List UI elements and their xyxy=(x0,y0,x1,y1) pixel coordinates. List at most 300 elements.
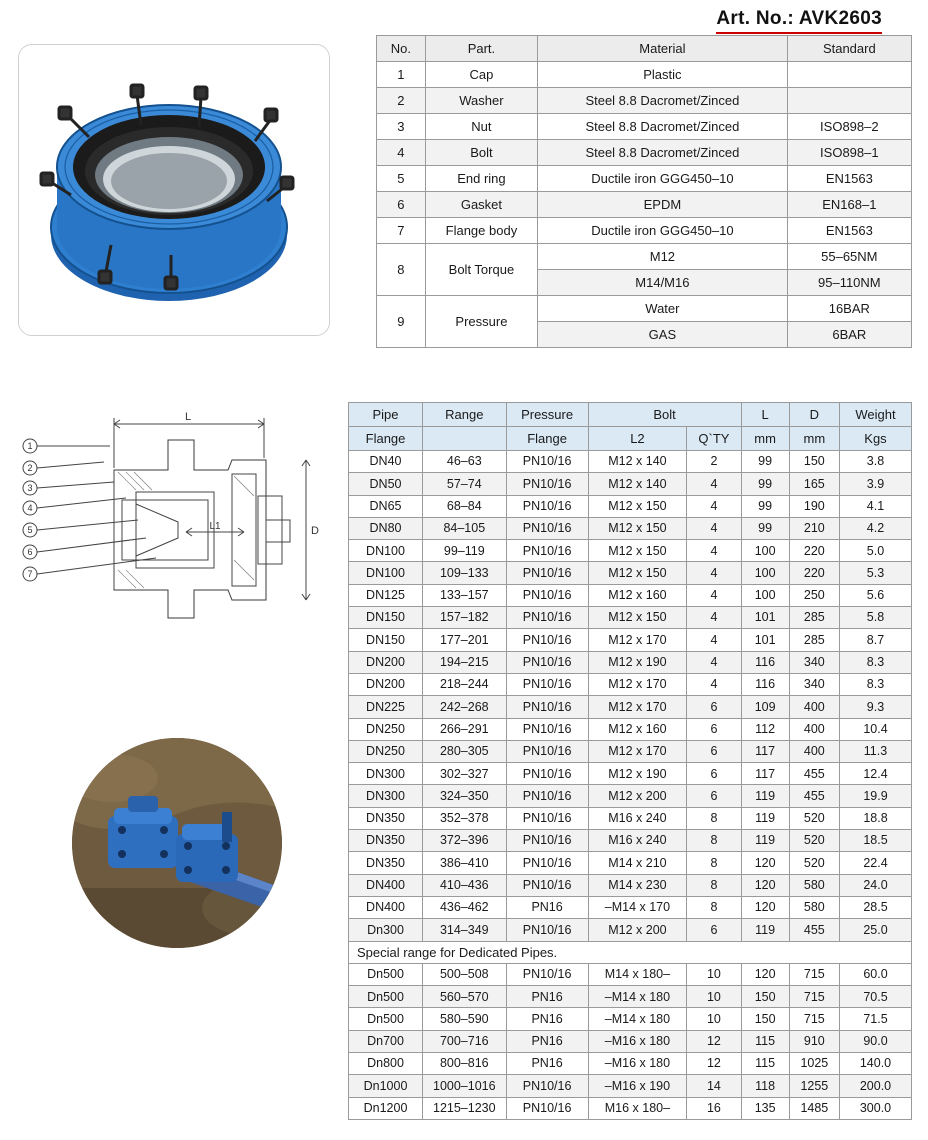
table-row xyxy=(377,218,912,244)
parts-part: Washer xyxy=(425,88,537,114)
dim-range: 324–350 xyxy=(423,785,507,807)
dim-l: 117 xyxy=(741,763,789,785)
table-row xyxy=(349,896,912,918)
dim-bolt-l2: M12 x 190 xyxy=(588,651,687,673)
table-row xyxy=(349,919,912,941)
dim-weight: 5.3 xyxy=(839,562,911,584)
dim-pressure: PN10/16 xyxy=(506,874,588,896)
special-range-label: Special range for Dedicated Pipes. xyxy=(349,941,912,963)
table-row xyxy=(349,986,912,1008)
dim-pressure: PN10/16 xyxy=(506,517,588,539)
dim-d: 715 xyxy=(789,963,839,985)
callout-6: 6 xyxy=(27,547,33,557)
table-row xyxy=(349,451,912,473)
dim-range: 500–508 xyxy=(423,963,507,985)
table-row xyxy=(377,62,912,88)
dim-weight: 22.4 xyxy=(839,852,911,874)
callout-1: 1 xyxy=(27,441,33,451)
dim-pipe: DN400 xyxy=(349,896,423,918)
dim-bolt-l2: M12 x 160 xyxy=(588,718,687,740)
parts-no: 8 xyxy=(377,244,426,296)
dim-l: 99 xyxy=(741,473,789,495)
dim-pressure: PN16 xyxy=(506,896,588,918)
dim-pipe: Dn700 xyxy=(349,1030,423,1052)
technical-drawing-image xyxy=(18,400,338,660)
dim-bolt-qty: 4 xyxy=(687,584,741,606)
dimension-table-subheader-row xyxy=(349,427,912,451)
dim-subcol-l2: L2 xyxy=(588,427,687,451)
dim-bolt-l2: M12 x 150 xyxy=(588,540,687,562)
dim-weight: 19.9 xyxy=(839,785,911,807)
dim-range: 46–63 xyxy=(423,451,507,473)
dim-d: 340 xyxy=(789,673,839,695)
parts-standard: EN1563 xyxy=(787,166,911,192)
dim-l: 150 xyxy=(741,986,789,1008)
table-row xyxy=(377,296,912,322)
table-row xyxy=(377,114,912,140)
dim-pipe: DN350 xyxy=(349,852,423,874)
dim-label-d: D xyxy=(311,525,319,537)
dim-range: 266–291 xyxy=(423,718,507,740)
dim-range: 99–119 xyxy=(423,540,507,562)
dim-d: 285 xyxy=(789,607,839,629)
dim-d: 400 xyxy=(789,718,839,740)
dim-range: 560–570 xyxy=(423,986,507,1008)
dim-pipe: DN250 xyxy=(349,740,423,762)
dim-bolt-qty: 6 xyxy=(687,696,741,718)
dim-range: 218–244 xyxy=(423,673,507,695)
parts-material: Water xyxy=(538,296,788,322)
table-row xyxy=(349,807,912,829)
dim-bolt-qty: 6 xyxy=(687,718,741,740)
parts-material: EPDM xyxy=(538,192,788,218)
parts-material: Ductile iron GGG450–10 xyxy=(538,166,788,192)
parts-no: 2 xyxy=(377,88,426,114)
dim-range: 177–201 xyxy=(423,629,507,651)
article-number xyxy=(716,8,882,30)
callout-4: 4 xyxy=(27,503,33,513)
dim-pipe: DN400 xyxy=(349,874,423,896)
table-row xyxy=(349,607,912,629)
dim-range: 109–133 xyxy=(423,562,507,584)
dim-bolt-qty: 12 xyxy=(687,1030,741,1052)
parts-part: Bolt Torque xyxy=(425,244,537,296)
dim-pressure: PN10/16 xyxy=(506,473,588,495)
dim-pipe: DN100 xyxy=(349,540,423,562)
dim-bolt-l2: M12 x 170 xyxy=(588,673,687,695)
dim-weight: 18.8 xyxy=(839,807,911,829)
dim-range: 700–716 xyxy=(423,1030,507,1052)
dim-l: 116 xyxy=(741,651,789,673)
dim-d: 455 xyxy=(789,919,839,941)
parts-part: Pressure xyxy=(425,296,537,348)
dim-bolt-l2: M12 x 140 xyxy=(588,451,687,473)
dim-pressure: PN10/16 xyxy=(506,629,588,651)
dim-weight: 8.3 xyxy=(839,651,911,673)
table-row xyxy=(349,1030,912,1052)
table-row xyxy=(349,696,912,718)
dim-range: 1215–1230 xyxy=(423,1097,507,1119)
callout-2: 2 xyxy=(27,463,33,473)
dim-d: 1485 xyxy=(789,1097,839,1119)
dim-bolt-qty: 4 xyxy=(687,517,741,539)
dim-l: 119 xyxy=(741,785,789,807)
technical-drawing xyxy=(18,400,338,660)
dim-pressure: PN16 xyxy=(506,1008,588,1030)
dim-range: 386–410 xyxy=(423,852,507,874)
parts-part: Cap xyxy=(425,62,537,88)
dim-pressure: PN10/16 xyxy=(506,740,588,762)
dim-pipe: DN200 xyxy=(349,651,423,673)
table-row xyxy=(349,651,912,673)
parts-standard: 6BAR xyxy=(787,322,911,348)
dim-bolt-qty: 8 xyxy=(687,896,741,918)
dim-pressure: PN10/16 xyxy=(506,1097,588,1119)
dimension-table-header-row xyxy=(349,403,912,427)
dim-weight: 8.7 xyxy=(839,629,911,651)
dim-pressure: PN10/16 xyxy=(506,1075,588,1097)
dim-weight: 18.5 xyxy=(839,830,911,852)
dim-bolt-qty: 4 xyxy=(687,607,741,629)
dim-pipe: DN80 xyxy=(349,517,423,539)
dim-weight: 90.0 xyxy=(839,1030,911,1052)
parts-material: Ductile iron GGG450–10 xyxy=(538,218,788,244)
dim-pressure: PN10/16 xyxy=(506,830,588,852)
table-row xyxy=(349,1053,912,1075)
dim-pipe: DN350 xyxy=(349,830,423,852)
table-row xyxy=(349,517,912,539)
dim-bolt-qty: 6 xyxy=(687,785,741,807)
dim-d: 1025 xyxy=(789,1053,839,1075)
parts-standard xyxy=(787,88,911,114)
table-row xyxy=(377,140,912,166)
dim-bolt-l2: M12 x 150 xyxy=(588,562,687,584)
callout-5: 5 xyxy=(27,525,33,535)
dim-l: 120 xyxy=(741,852,789,874)
dim-subcol-l-mm: mm xyxy=(741,427,789,451)
parts-material: M14/M16 xyxy=(538,270,788,296)
dim-l: 116 xyxy=(741,673,789,695)
dim-subcol-flange: Flange xyxy=(349,427,423,451)
parts-standard: ISO898–1 xyxy=(787,140,911,166)
dim-range: 800–816 xyxy=(423,1053,507,1075)
table-row xyxy=(349,830,912,852)
dim-pressure: PN16 xyxy=(506,986,588,1008)
dim-weight: 9.3 xyxy=(839,696,911,718)
table-row xyxy=(349,874,912,896)
dim-col-pipe: Pipe xyxy=(349,403,423,427)
parts-material: Plastic xyxy=(538,62,788,88)
dim-d: 220 xyxy=(789,540,839,562)
dim-bolt-l2: M12 x 150 xyxy=(588,517,687,539)
dim-l: 99 xyxy=(741,451,789,473)
table-row xyxy=(377,192,912,218)
dim-bolt-qty: 8 xyxy=(687,807,741,829)
dim-range: 157–182 xyxy=(423,607,507,629)
dim-bolt-l2: –M14 x 180 xyxy=(588,1008,687,1030)
dim-weight: 11.3 xyxy=(839,740,911,762)
dim-bolt-qty: 4 xyxy=(687,540,741,562)
parts-part: End ring xyxy=(425,166,537,192)
parts-col-no: No. xyxy=(377,36,426,62)
table-row xyxy=(377,166,912,192)
dim-bolt-qty: 2 xyxy=(687,451,741,473)
dim-range: 242–268 xyxy=(423,696,507,718)
dim-d: 715 xyxy=(789,1008,839,1030)
dim-weight: 5.6 xyxy=(839,584,911,606)
dim-col-weight: Weight xyxy=(839,403,911,427)
dim-pressure: PN10/16 xyxy=(506,584,588,606)
dim-d: 715 xyxy=(789,986,839,1008)
parts-no: 3 xyxy=(377,114,426,140)
parts-no: 7 xyxy=(377,218,426,244)
article-number-underline xyxy=(716,32,882,34)
dim-pressure: PN10/16 xyxy=(506,651,588,673)
parts-no: 9 xyxy=(377,296,426,348)
dimension-table-section-row xyxy=(349,941,912,963)
table-row xyxy=(377,88,912,114)
parts-col-part: Part. xyxy=(425,36,537,62)
dim-range: 194–215 xyxy=(423,651,507,673)
dim-pipe: DN250 xyxy=(349,718,423,740)
dim-bolt-l2: M12 x 170 xyxy=(588,740,687,762)
dim-bolt-l2: M12 x 150 xyxy=(588,495,687,517)
dim-bolt-l2: M16 x 180– xyxy=(588,1097,687,1119)
dimension-table xyxy=(348,402,912,1120)
dim-d: 285 xyxy=(789,629,839,651)
dim-bolt-qty: 10 xyxy=(687,986,741,1008)
product-photo-image xyxy=(19,45,329,335)
dim-pressure: PN10/16 xyxy=(506,785,588,807)
dim-d: 400 xyxy=(789,696,839,718)
dim-pipe: Dn300 xyxy=(349,919,423,941)
dim-weight: 4.2 xyxy=(839,517,911,539)
dim-pipe: Dn500 xyxy=(349,1008,423,1030)
dim-bolt-qty: 6 xyxy=(687,919,741,941)
dim-bolt-l2: M12 x 200 xyxy=(588,919,687,941)
dim-weight: 12.4 xyxy=(839,763,911,785)
dim-d: 455 xyxy=(789,785,839,807)
dim-range: 84–105 xyxy=(423,517,507,539)
dim-d: 250 xyxy=(789,584,839,606)
dim-bolt-qty: 4 xyxy=(687,673,741,695)
dim-pressure: PN10/16 xyxy=(506,963,588,985)
table-row xyxy=(349,1075,912,1097)
dim-pressure: PN10/16 xyxy=(506,807,588,829)
dim-subcol-qty: Q`TY xyxy=(687,427,741,451)
dim-d: 190 xyxy=(789,495,839,517)
dim-l: 99 xyxy=(741,495,789,517)
dim-bolt-l2: –M14 x 170 xyxy=(588,896,687,918)
dim-range: 352–378 xyxy=(423,807,507,829)
dim-bolt-qty: 4 xyxy=(687,495,741,517)
dim-subcol-d-mm: mm xyxy=(789,427,839,451)
table-row xyxy=(349,473,912,495)
callout-3: 3 xyxy=(27,483,33,493)
dim-pipe: DN300 xyxy=(349,763,423,785)
parts-material: GAS xyxy=(538,322,788,348)
dim-pipe: DN150 xyxy=(349,607,423,629)
dim-bolt-l2: M12 x 190 xyxy=(588,763,687,785)
dim-range: 68–84 xyxy=(423,495,507,517)
dim-bolt-l2: M14 x 210 xyxy=(588,852,687,874)
dim-l: 99 xyxy=(741,517,789,539)
dim-weight: 300.0 xyxy=(839,1097,911,1119)
dim-pressure: PN10/16 xyxy=(506,607,588,629)
parts-no: 4 xyxy=(377,140,426,166)
dim-pipe: Dn1200 xyxy=(349,1097,423,1119)
dim-range: 1000–1016 xyxy=(423,1075,507,1097)
dim-bolt-qty: 4 xyxy=(687,629,741,651)
dim-l: 101 xyxy=(741,607,789,629)
dim-weight: 140.0 xyxy=(839,1053,911,1075)
dim-pressure: PN10/16 xyxy=(506,451,588,473)
dim-bolt-l2: –M16 x 180 xyxy=(588,1030,687,1052)
dim-bolt-l2: M12 x 140 xyxy=(588,473,687,495)
dim-pipe: DN350 xyxy=(349,807,423,829)
table-row xyxy=(349,1008,912,1030)
dim-bolt-l2: M14 x 180– xyxy=(588,963,687,985)
dim-l: 109 xyxy=(741,696,789,718)
dim-range: 57–74 xyxy=(423,473,507,495)
dim-label-l: L xyxy=(184,411,192,423)
dim-pressure: PN16 xyxy=(506,1030,588,1052)
parts-standard: EN168–1 xyxy=(787,192,911,218)
dim-pressure: PN10/16 xyxy=(506,540,588,562)
dim-bolt-l2: M12 x 160 xyxy=(588,584,687,606)
dim-bolt-qty: 6 xyxy=(687,740,741,762)
parts-part: Flange body xyxy=(425,218,537,244)
dim-weight: 60.0 xyxy=(839,963,911,985)
dim-weight: 25.0 xyxy=(839,919,911,941)
dim-weight: 200.0 xyxy=(839,1075,911,1097)
dim-pipe: DN125 xyxy=(349,584,423,606)
dim-pressure: PN10/16 xyxy=(506,562,588,584)
dim-weight: 10.4 xyxy=(839,718,911,740)
table-row xyxy=(349,740,912,762)
dim-d: 210 xyxy=(789,517,839,539)
dim-col-bolt: Bolt xyxy=(588,403,741,427)
dim-pipe: DN200 xyxy=(349,673,423,695)
parts-standard: EN1563 xyxy=(787,218,911,244)
dim-bolt-qty: 4 xyxy=(687,473,741,495)
dim-range: 280–305 xyxy=(423,740,507,762)
dim-weight: 3.8 xyxy=(839,451,911,473)
parts-part: Gasket xyxy=(425,192,537,218)
dim-range: 314–349 xyxy=(423,919,507,941)
dim-l: 120 xyxy=(741,874,789,896)
dim-l: 135 xyxy=(741,1097,789,1119)
table-row xyxy=(349,673,912,695)
parts-no: 6 xyxy=(377,192,426,218)
dim-pressure: PN10/16 xyxy=(506,718,588,740)
dim-pressure: PN10/16 xyxy=(506,696,588,718)
dim-bolt-l2: –M16 x 180 xyxy=(588,1053,687,1075)
dim-d: 220 xyxy=(789,562,839,584)
dim-l: 112 xyxy=(741,718,789,740)
table-row xyxy=(349,562,912,584)
parts-standard: 95–110NM xyxy=(787,270,911,296)
product-photo xyxy=(18,44,330,336)
dim-bolt-l2: M12 x 170 xyxy=(588,696,687,718)
parts-standard: ISO898–2 xyxy=(787,114,911,140)
dim-weight: 71.5 xyxy=(839,1008,911,1030)
dim-l: 119 xyxy=(741,807,789,829)
parts-table-header-row xyxy=(377,36,912,62)
dim-d: 1255 xyxy=(789,1075,839,1097)
dim-l: 100 xyxy=(741,540,789,562)
dim-d: 340 xyxy=(789,651,839,673)
dim-bolt-qty: 16 xyxy=(687,1097,741,1119)
parts-material: Steel 8.8 Dacromet/Zinced xyxy=(538,114,788,140)
dim-pressure: PN16 xyxy=(506,1053,588,1075)
dim-weight: 24.0 xyxy=(839,874,911,896)
table-row xyxy=(349,718,912,740)
dim-l: 120 xyxy=(741,896,789,918)
dim-bolt-l2: –M16 x 190 xyxy=(588,1075,687,1097)
table-row xyxy=(349,1097,912,1119)
dim-bolt-l2: M12 x 150 xyxy=(588,607,687,629)
dim-pipe: Dn500 xyxy=(349,986,423,1008)
dim-label-l1: L1 xyxy=(209,521,221,532)
dim-range: 372–396 xyxy=(423,830,507,852)
dim-l: 100 xyxy=(741,562,789,584)
dim-pressure: PN10/16 xyxy=(506,763,588,785)
dim-pipe: DN150 xyxy=(349,629,423,651)
table-row xyxy=(349,763,912,785)
dim-pipe: Dn500 xyxy=(349,963,423,985)
dim-d: 910 xyxy=(789,1030,839,1052)
dim-bolt-l2: M12 x 170 xyxy=(588,629,687,651)
dim-pipe: DN65 xyxy=(349,495,423,517)
dim-d: 455 xyxy=(789,763,839,785)
parts-material: Steel 8.8 Dacromet/Zinced xyxy=(538,140,788,166)
dim-pressure: PN10/16 xyxy=(506,673,588,695)
dim-subcol-flange2: Flange xyxy=(506,427,588,451)
parts-standard: 55–65NM xyxy=(787,244,911,270)
dim-weight: 28.5 xyxy=(839,896,911,918)
dim-bolt-qty: 12 xyxy=(687,1053,741,1075)
dim-d: 520 xyxy=(789,830,839,852)
dim-weight: 4.1 xyxy=(839,495,911,517)
dim-bolt-qty: 8 xyxy=(687,852,741,874)
dim-l: 150 xyxy=(741,1008,789,1030)
dim-range: 410–436 xyxy=(423,874,507,896)
dim-bolt-qty: 8 xyxy=(687,874,741,896)
dim-pipe: Dn1000 xyxy=(349,1075,423,1097)
dim-pipe: DN100 xyxy=(349,562,423,584)
table-row xyxy=(349,963,912,985)
table-row xyxy=(349,852,912,874)
dim-bolt-qty: 14 xyxy=(687,1075,741,1097)
dim-pipe: DN300 xyxy=(349,785,423,807)
dim-d: 400 xyxy=(789,740,839,762)
dim-col-l: L xyxy=(741,403,789,427)
dim-subcol-blank xyxy=(423,427,507,451)
table-row xyxy=(349,540,912,562)
table-row xyxy=(349,785,912,807)
dim-bolt-l2: M14 x 230 xyxy=(588,874,687,896)
dim-range: 133–157 xyxy=(423,584,507,606)
dim-d: 520 xyxy=(789,807,839,829)
table-row xyxy=(377,244,912,270)
dim-l: 118 xyxy=(741,1075,789,1097)
dim-bolt-qty: 8 xyxy=(687,830,741,852)
dim-l: 117 xyxy=(741,740,789,762)
parts-no: 1 xyxy=(377,62,426,88)
dim-d: 520 xyxy=(789,852,839,874)
dim-pipe: Dn800 xyxy=(349,1053,423,1075)
